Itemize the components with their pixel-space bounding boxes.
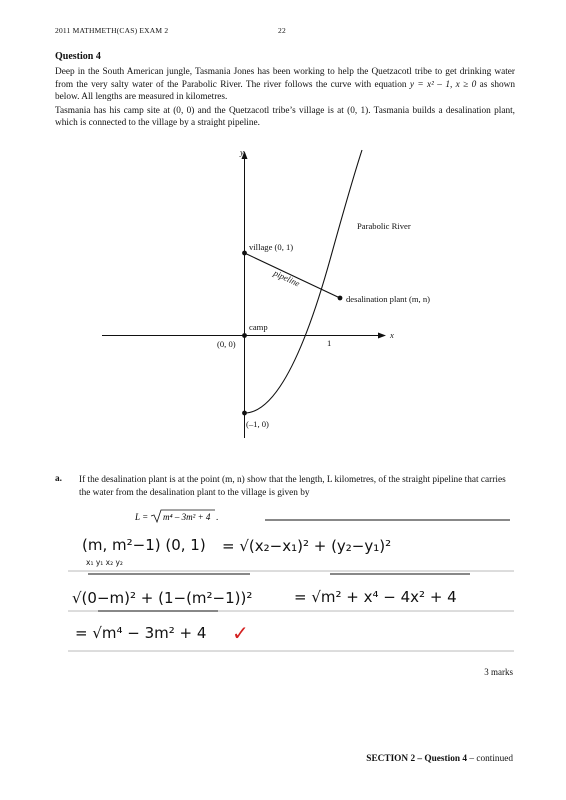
marks-label: 3 marks bbox=[484, 667, 513, 677]
hw-points: (m, m²−1) (0, 1) bbox=[82, 536, 206, 554]
footer-continued: – continued bbox=[467, 754, 513, 764]
page-number: 22 bbox=[278, 26, 286, 35]
origin-label: (0, 0) bbox=[217, 339, 236, 349]
grader-check-icon: ✓ bbox=[232, 621, 249, 645]
x-axis-label: x bbox=[390, 330, 394, 340]
plant-label: desalination plant (m, n) bbox=[346, 294, 431, 304]
hw-expansion: = √m² + x⁴ − 4x² + 4 bbox=[294, 588, 457, 606]
page-footer bbox=[366, 754, 513, 764]
exam-header: 2011 MATHMETH(CAS) EXAM 2 bbox=[55, 26, 169, 35]
part-a-text: If the desalination plant is at the point (m, n) show that the length, L kilometres, of the straight pipeline that carries the water from the desalination plant to the village is given by bbox=[79, 475, 506, 498]
intro-text-1: Deep in the South American jungle, Tasmania Jones has been working to help the Quetzacotl tribe to get drinking water from the very salty water of the Parabolic River. The river follows the curve with equation bbox=[55, 67, 515, 90]
formula-lhs: L = bbox=[135, 512, 149, 522]
hw-distance-formula: = √(x₂−x₁)² + (y₂−y₁)² bbox=[222, 537, 392, 555]
hw-result: = √m⁴ − 3m² + 4 bbox=[75, 624, 207, 642]
village-label: village (0, 1) bbox=[249, 242, 294, 252]
hw-substitution: √(0−m)² + (1−(m²−1))² bbox=[72, 589, 253, 607]
formula-period: . bbox=[216, 512, 219, 522]
intro-paragraph-2: Tasmania has his camp site at (0, 0) and the Quetzacotl tribe’s village is at (0, 1). Tasmania builds a desalination plant, which is connected to the village by a straight pipeline. bbox=[55, 105, 515, 129]
part-a-label: a. bbox=[55, 474, 62, 484]
x-tick-label: 1 bbox=[327, 338, 332, 348]
formula-radicand: m⁴ – 3m² + 4 bbox=[163, 512, 211, 522]
curve-equation: y = x² – 1, x ≥ 0 bbox=[409, 79, 477, 90]
river-label: Parabolic River bbox=[357, 221, 411, 231]
y-axis-label: y bbox=[240, 147, 244, 157]
pipeline-label: pipeline bbox=[272, 267, 302, 289]
footer-section: SECTION 2 – Question 4 bbox=[366, 754, 468, 764]
intro-text-1-end: as shown below. All lengths are measured in kilometres. bbox=[55, 79, 516, 103]
hw-subscripts: x₁ y₁ x₂ y₂ bbox=[86, 558, 123, 567]
camp-label: camp bbox=[249, 322, 268, 332]
question-title: Question 4 bbox=[55, 51, 101, 62]
vertex-label: (–1, 0) bbox=[246, 419, 269, 429]
